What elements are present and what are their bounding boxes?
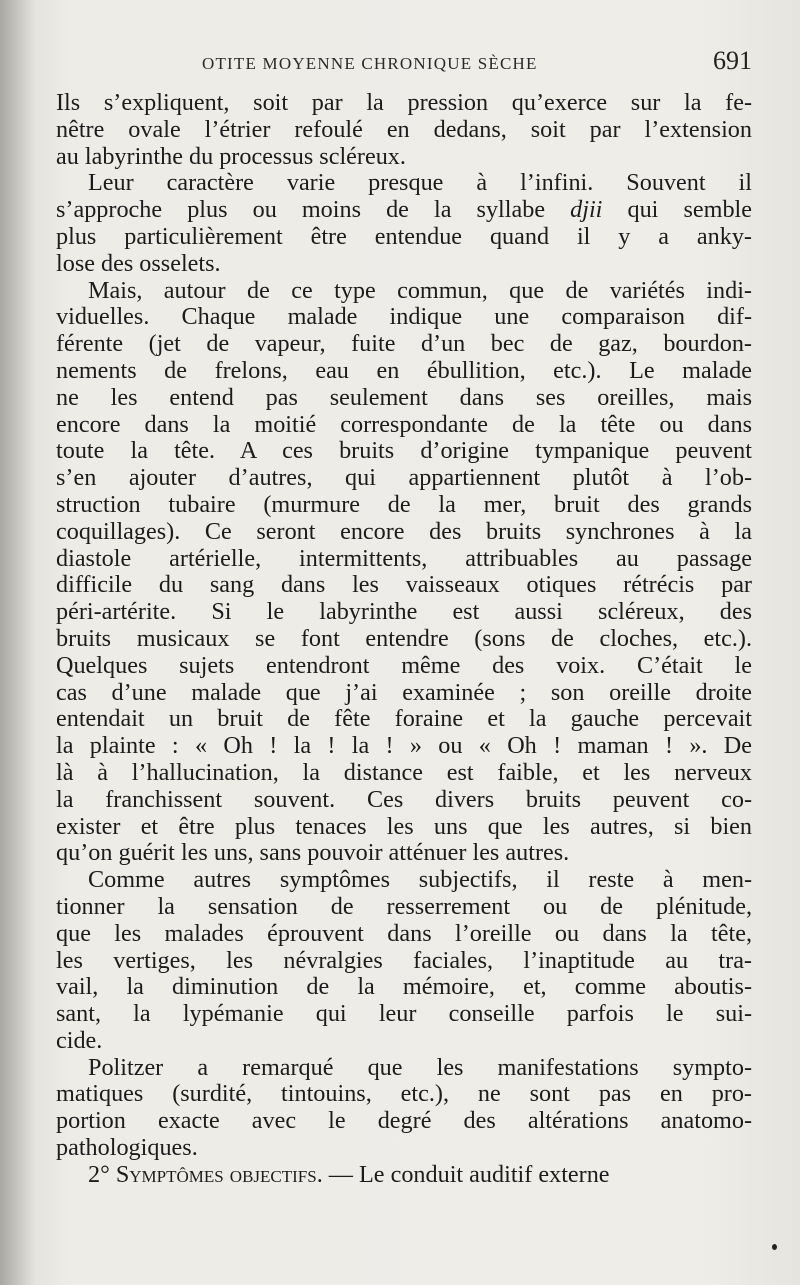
binding-shadow — [0, 0, 36, 1285]
text-line: nêtre ovale l’étrier refoulé en dedans, soit par l’extension — [56, 115, 752, 143]
text-line: Mais, autour de ce type commun, que de variétés indi- — [88, 276, 752, 304]
text-line: péri-artérite. Si le labyrinthe est aussi scléreux, des — [56, 598, 752, 626]
section-text: Le conduit auditif externe — [359, 1160, 610, 1188]
text-line: au labyrinthe du processus scléreux. — [56, 142, 406, 170]
text-line: cide. — [56, 1026, 103, 1054]
section-number: 2° — [88, 1160, 110, 1188]
text-line: encore dans la moitié correspondante de la tête ou dans — [56, 410, 752, 438]
text-line: Comme autres symptômes subjectifs, il reste à men- — [88, 866, 752, 894]
text-line: exister et être plus tenaces les uns que les autres, si bien — [56, 812, 752, 840]
text-line: férente (jet de vapeur, fuite d’un bec de gaz, bourdon- — [56, 330, 752, 358]
text-line: struction tubaire (murmure de la mer, bruit des grands — [56, 490, 752, 518]
text-line: difficile du sang dans les vaisseaux otiques rétrécis par — [56, 571, 752, 599]
text-line: vail, la diminution de la mémoire, et, comme aboutis- — [56, 973, 752, 1001]
text-line: s’en ajouter d’autres, qui appartiennent plutôt à l’ob- — [56, 464, 752, 492]
page-number: 691 — [713, 46, 752, 75]
text-line: là à l’hallucination, la distance est faible, et les nerveux — [56, 758, 752, 786]
text-line: s’approche plus ou moins de la syllabe djii qui semble — [56, 196, 752, 224]
text-line: diastole artérielle, intermittents, attribuables au passage — [56, 544, 752, 572]
text-line: bruits musicaux se font entendre (sons de cloches, etc.). — [56, 624, 752, 652]
text-line: la plainte : « Oh ! la ! la ! » ou « Oh ! maman ! ». De — [56, 732, 752, 760]
text-line: la franchissent souvent. Ces divers bruits peuvent co- — [56, 785, 752, 813]
text-line: les vertiges, les névralgies faciales, l’inaptitude au tra- — [56, 946, 752, 974]
text-line: coquillages). Ce seront encore des bruits synchrones à la — [56, 517, 752, 545]
text-line: que les malades éprouvent dans l’oreille ou dans la tête, — [56, 919, 752, 947]
text-line: toute la tête. A ces bruits d’origine tympanique peuvent — [56, 437, 752, 465]
running-title: OTITE MOYENNE CHRONIQUE SÈCHE — [202, 54, 538, 73]
text-line: sant, la lypémanie qui leur conseille parfois le sui- — [56, 1000, 752, 1028]
text-line: Politzer a remarqué que les manifestations sympto- — [88, 1053, 752, 1081]
text-line: Leur caractère varie presque à l’infini. Souvent il — [88, 169, 752, 197]
section-dash: — — [328, 1160, 353, 1188]
text-line: cas d’une malade que j’ai examinée ; son oreille droite — [56, 678, 752, 706]
ink-speck — [772, 1244, 777, 1250]
text-line: qu’on guérit les uns, sans pouvoir atténuer les autres. — [56, 839, 570, 867]
text-line: pathologiques. — [56, 1134, 198, 1162]
text-line: ne les entend pas seulement dans ses oreilles, mais — [56, 383, 752, 411]
text-line: Quelques sujets entendront même des voix. C’était le — [56, 651, 752, 679]
text-line: Ils s’expliquent, soit par la pression qu’exerce sur la fe- — [56, 89, 752, 116]
emphasized-word: djii — [570, 196, 603, 224]
page-header — [60, 46, 752, 84]
text-line: matiques (surdité, tintouins, etc.), ne sont pas en pro- — [56, 1080, 752, 1108]
body-text — [56, 90, 752, 1189]
text-line: nements de frelons, eau en ébullition, etc.). Le malade — [56, 356, 752, 384]
section-heading: Symptômes objectifs. — [115, 1160, 323, 1188]
text-line: viduelles. Chaque malade indique une comparaison dif- — [56, 303, 752, 331]
section-heading-line — [56, 1162, 752, 1189]
text-line: portion exacte avec le degré des altérations anatomo- — [56, 1107, 752, 1135]
text-line: tionner la sensation de resserrement ou de plénitude, — [56, 892, 752, 920]
text-line: plus particulièrement être entendue quand il y a anky- — [56, 222, 752, 250]
text-line: lose des osselets. — [56, 249, 221, 277]
text-line: entendait un bruit de fête foraine et la gauche percevait — [56, 705, 752, 733]
